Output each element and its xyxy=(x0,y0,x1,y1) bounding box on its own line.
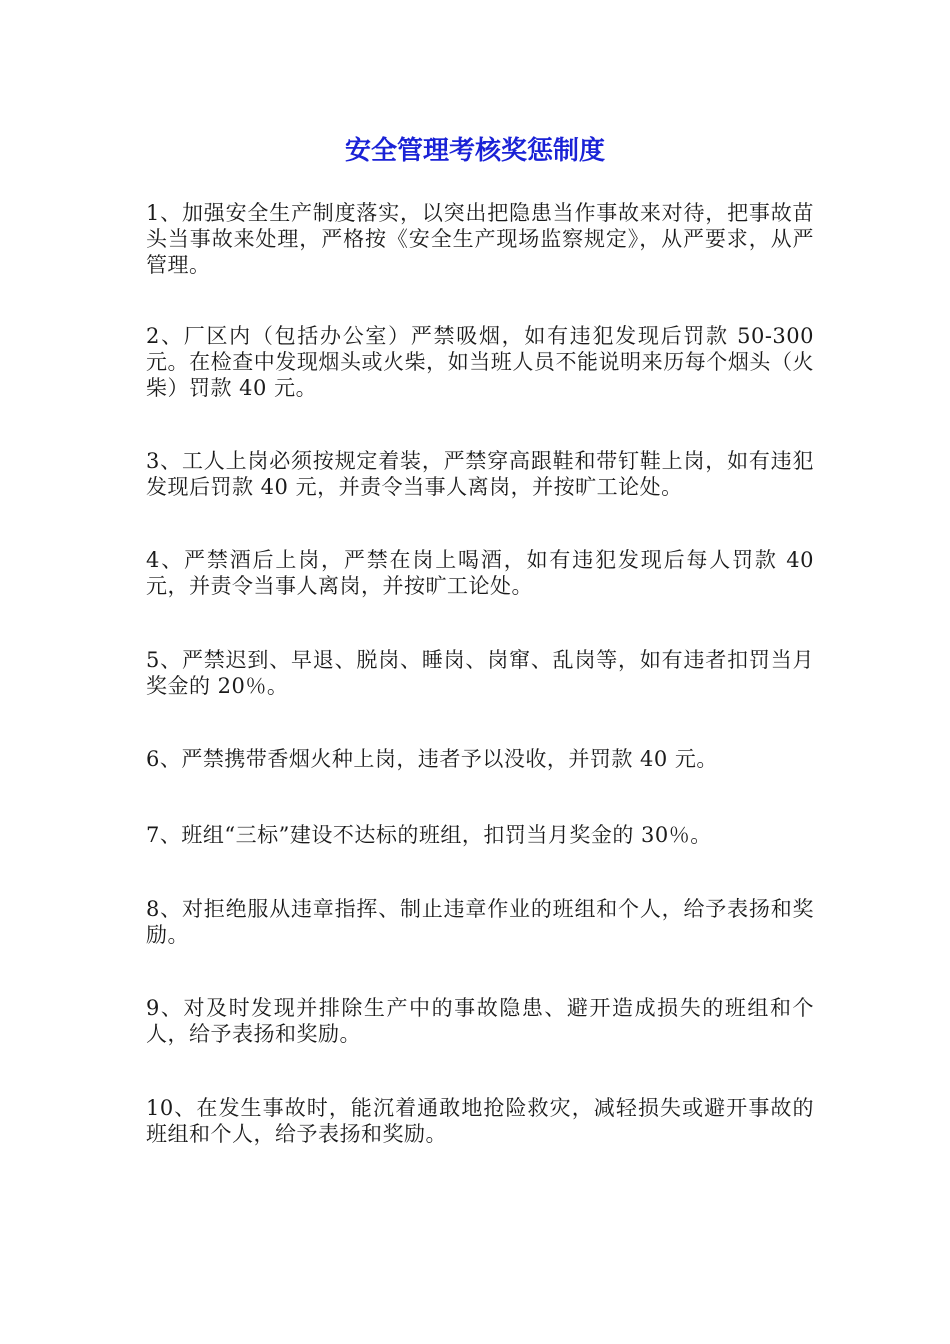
rule-item-6: 6、严禁携带香烟火种上岗，违者予以没收，并罚款 40 元。 xyxy=(146,747,718,771)
rule-item-8: 8、对拒绝服从违章指挥、制止违章作业的班组和个人，给予表扬和奖励。 xyxy=(146,897,814,947)
rule-item-2: 2、厂区内（包括办公室）严禁吸烟，如有违犯发现后罚款 50-300 元。在检查中发现烟头或火柴，如当班人员不能说明来历每个烟头（火柴）罚款 40 元。 xyxy=(146,324,814,400)
rule-item-10: 10、在发生事故时，能沉着通敢地抢险救灾，减轻损失或避开事故的班组和个人，给予表扬和奖励。 xyxy=(146,1096,814,1146)
rule-item-1: 1、加强安全生产制度落实，以突出把隐患当作事故来对待，把事故苗头当事故来处理，严格按《安全生产现场监察规定》，从严要求，从严管理。 xyxy=(146,201,814,277)
rule-item-5: 5、严禁迟到、早退、脱岗、睡岗、岗窜、乱岗等，如有违者扣罚当月奖金的 20％。 xyxy=(146,648,814,698)
rule-item-9: 9、对及时发现并排除生产中的事故隐患、避开造成损失的班组和个人，给予表扬和奖励。 xyxy=(146,996,814,1046)
document-title: 安全管理考核奖惩制度 xyxy=(344,136,605,166)
rule-item-7: 7、班组“三标”建设不达标的班组，扣罚当月奖金的 30％。 xyxy=(146,823,712,847)
rule-item-4: 4、严禁酒后上岗，严禁在岗上喝酒，如有违犯发现后每人罚款 40 元，并责令当事人离岗，并按旷工论处。 xyxy=(146,548,814,598)
rule-item-3: 3、工人上岗必须按规定着装，严禁穿高跟鞋和带钉鞋上岗，如有违犯发现后罚款 40 元，并责令当事人离岗，并按旷工论处。 xyxy=(146,449,814,499)
